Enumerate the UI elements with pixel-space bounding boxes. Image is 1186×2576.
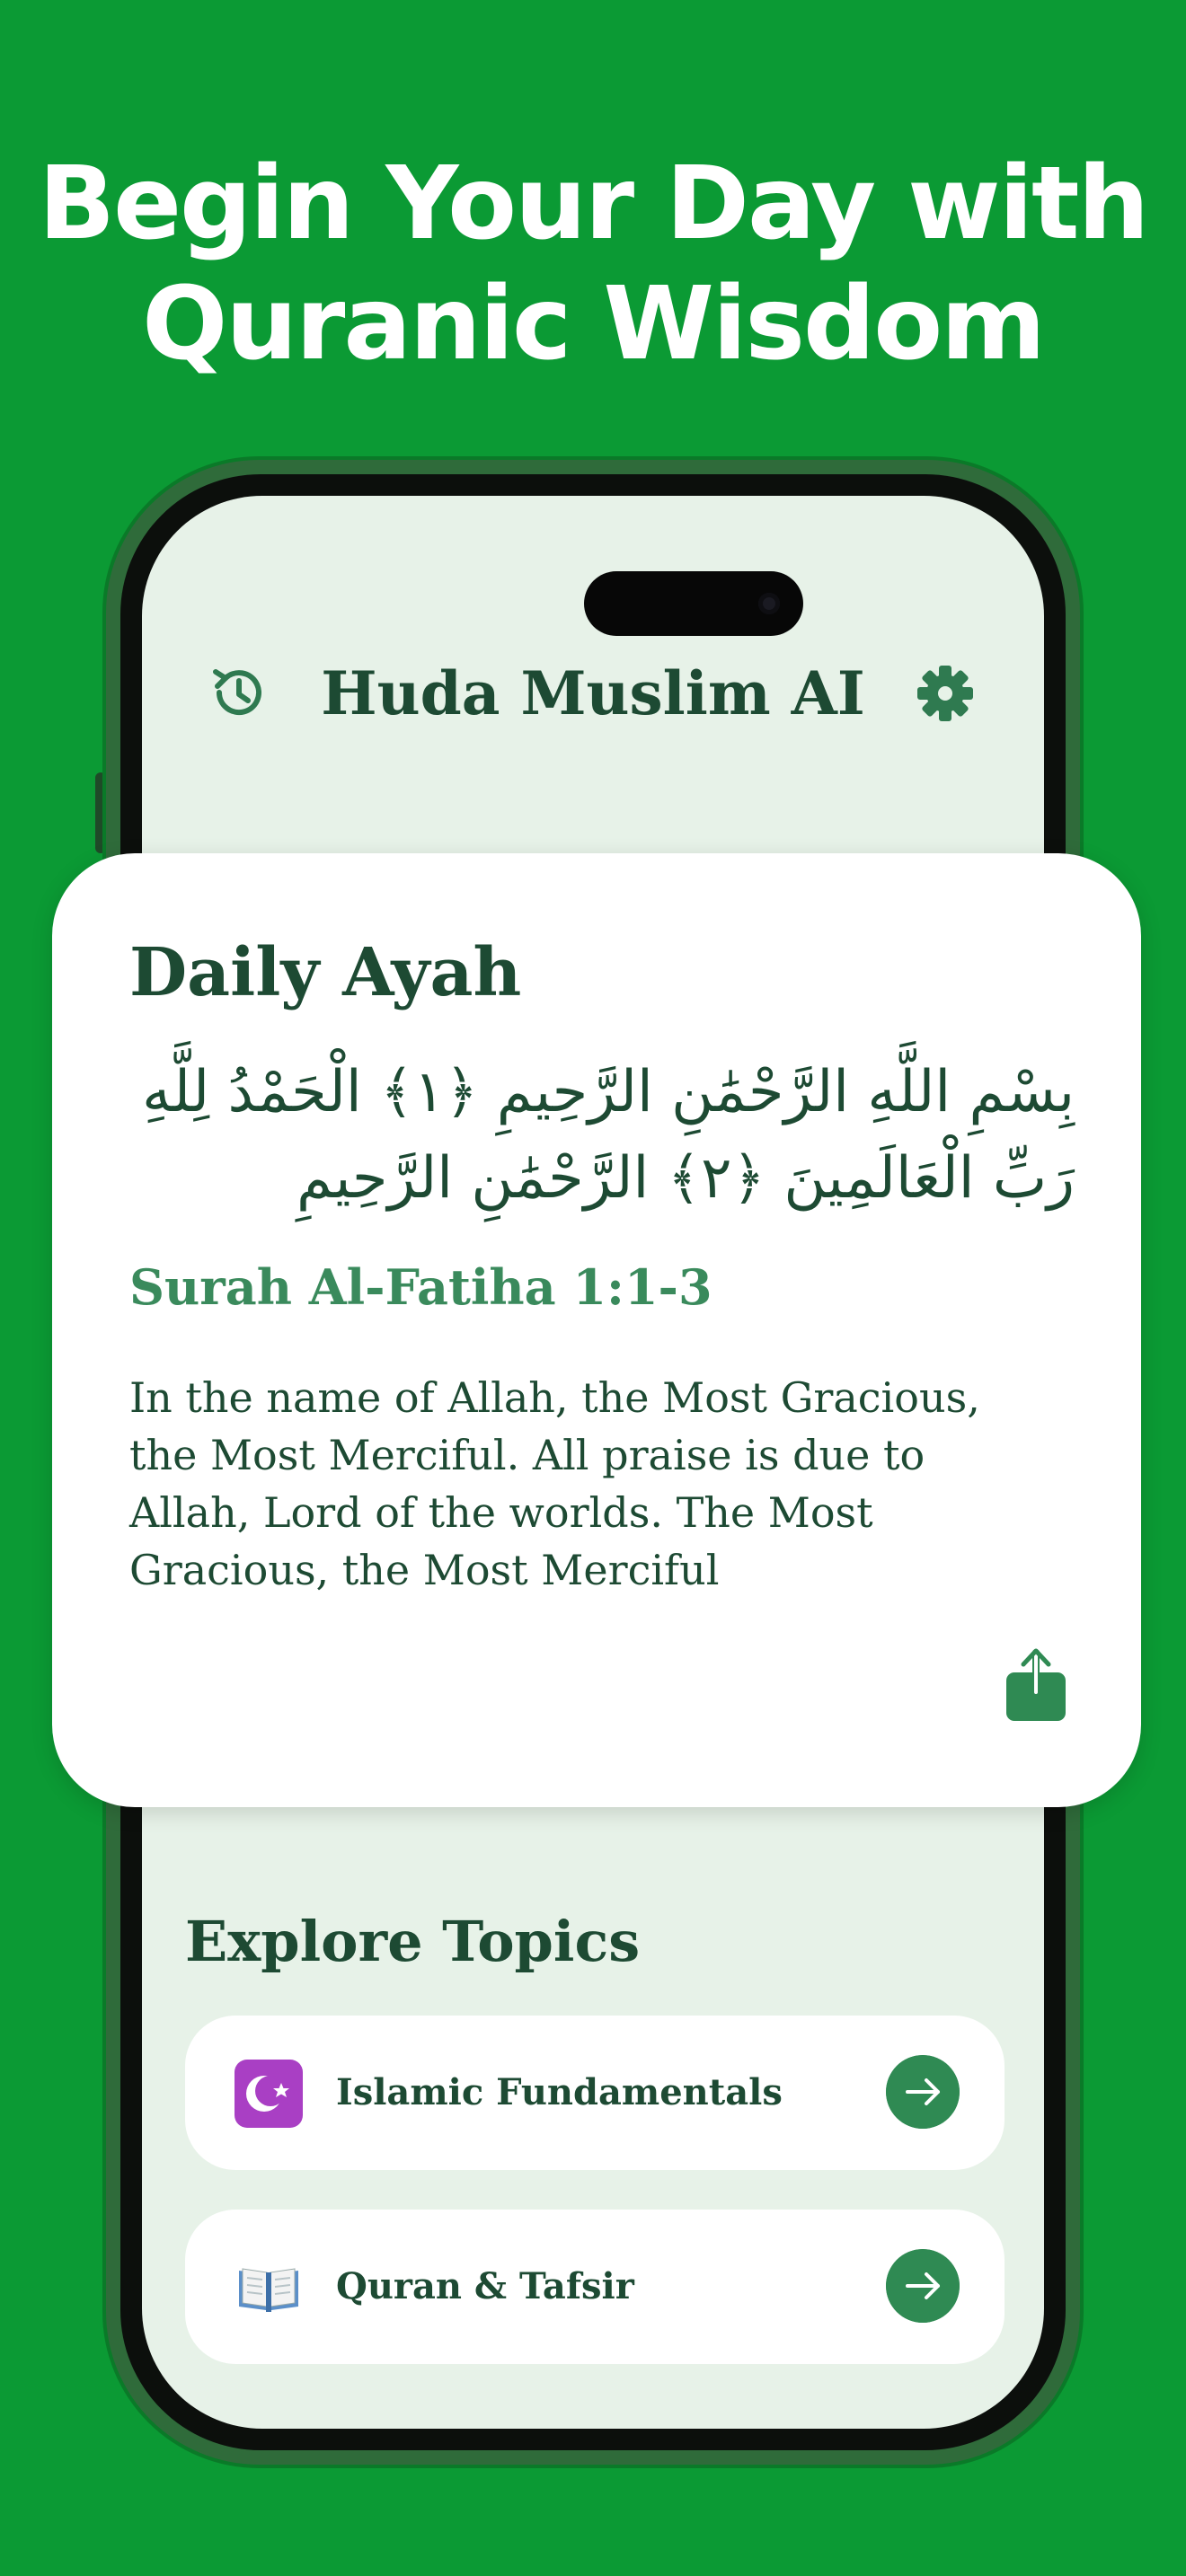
headline-line-1: Begin Your Day with (38, 146, 1148, 262)
dynamic-island (584, 571, 803, 636)
arrow-right-icon[interactable] (886, 2055, 960, 2129)
gear-icon[interactable] (915, 663, 976, 724)
marketing-headline (0, 144, 1186, 384)
topic-card-islamic-fundamentals[interactable] (185, 2016, 1005, 2170)
phone-side-button (95, 772, 106, 853)
app-title: Huda Muslim AI (321, 658, 865, 728)
topic-card-quran-tafsir[interactable] (185, 2210, 1005, 2364)
arrow-right-icon[interactable] (886, 2249, 960, 2323)
open-book-icon (234, 2253, 304, 2323)
daily-ayah-card (52, 853, 1141, 1807)
ayah-arabic-text: بِسْمِ اللَّهِ الرَّحْمَٰنِ الرَّحِيمِ ﴿١﴾ الْحَمْدُ لِلَّهِ رَبِّ الْعَالَمِينَ ﴿٢﴾ الرَّحْمَٰنِ الرَّحِيمِ (142, 1059, 1075, 1212)
ayah-translation: In the name of Allah, the Most Gracious, the Most Merciful. All praise is due to Allah, Lord of the worlds. The Most Gracious, the Most Merciful (129, 1373, 980, 1594)
headline-line-2: Quranic Wisdom (142, 266, 1044, 383)
star-and-crescent-icon (234, 2059, 304, 2129)
explore-topics-title: Explore Topics (185, 1909, 641, 1974)
daily-ayah-title: Daily Ayah (129, 934, 522, 1011)
ayah-reference: Surah Al-Fatiha 1:1-3 (129, 1258, 712, 1316)
topic-label: Quran & Tafsir (336, 2265, 634, 2307)
camera-lens (758, 593, 780, 614)
share-icon[interactable] (1005, 1645, 1067, 1723)
topic-label: Islamic Fundamentals (336, 2071, 783, 2113)
app-header (198, 647, 988, 737)
